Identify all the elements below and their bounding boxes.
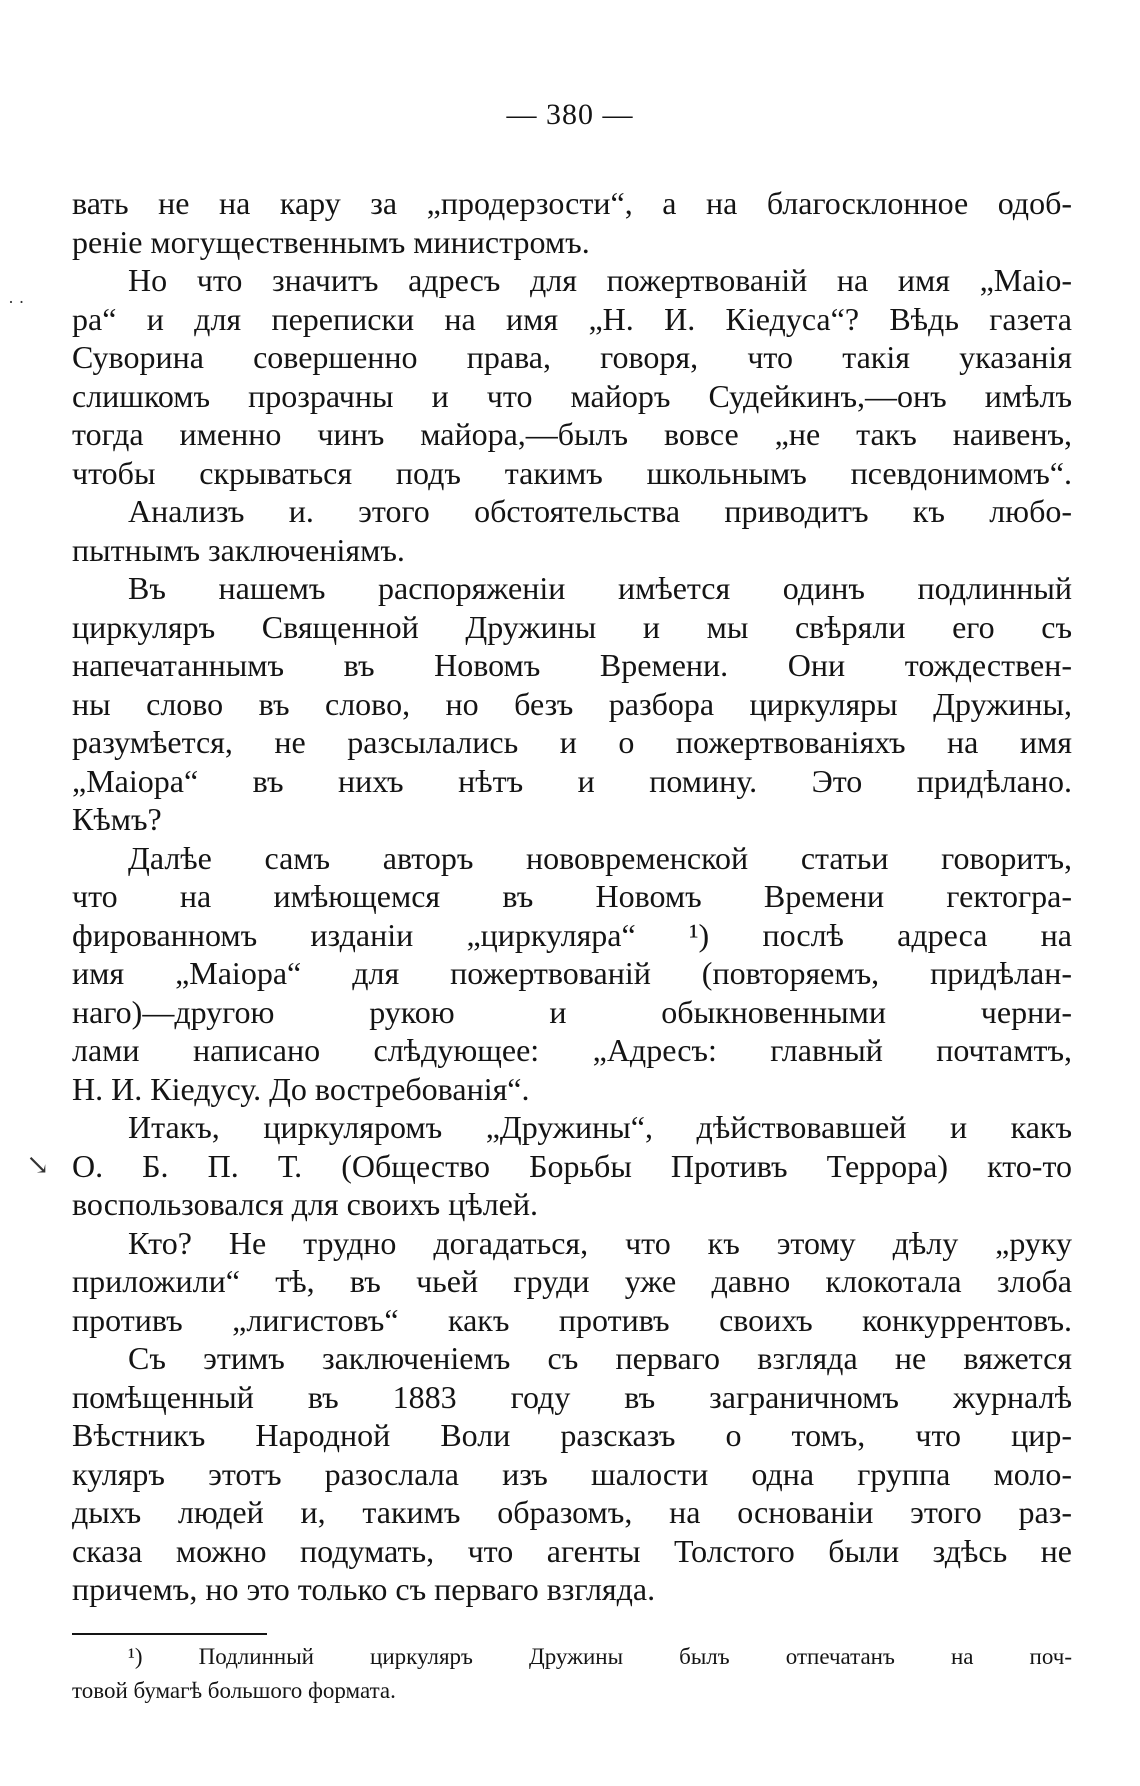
text-line: помѣщенный въ 1883 году въ заграничномъ журналѣ [72,1378,1072,1415]
text-line: О. Б. П. Т. (Общество Борьбы Противъ Террора) кто-то [72,1147,1072,1184]
text-line: лами написано слѣдующее: „Адресъ: главный почтамтъ, [72,1032,1072,1068]
text-line: реніе могущественнымъ министромъ. [72,223,590,260]
footnote-divider [72,1633,267,1635]
text-line: Итакъ, циркуляромъ „Дружины“, дѣйствовавшей и какъ [128,1109,1072,1145]
text-line: приложили“ тѣ, въ чьей груди уже давно клокотала злоба [72,1263,1072,1299]
body-text [72,184,1072,1609]
text-line: тогда именно чинъ майора,—былъ вовсе „не такъ наивенъ, [72,416,1072,452]
text-line: напечатаннымъ въ Новомъ Времени. Они тождествен- [72,647,1072,683]
footnote-line: товой бумагѣ большого формата. [72,1678,396,1703]
text-line: циркуляръ Священной Дружины и мы свѣряли его съ [72,608,1072,645]
text-line: слишкомъ прозрачны и что майоръ Судейкинъ,—онъ имѣлъ [72,377,1072,414]
page-number: — 380 — [506,98,634,131]
text-line: Въ нашемъ распоряженіи имѣется одинъ подлинный [128,570,1072,606]
margin-arrow-mark: ↘ [26,1150,50,1181]
text-line: Вѣстникъ Народной Воли разсказъ о томъ, что цир- [72,1417,1072,1453]
text-line: Н. И. Кіедусу. До востребованія“. [72,1070,530,1107]
text-line: вать не на кару за „продерзости“, а на благосклонное одоб- [72,185,1072,221]
text-line: разумѣется, не разсылались и о пожертвованіяхъ на имя [72,724,1072,760]
text-line: чтобы скрываться подъ такимъ школьнымъ псевдонимомъ“. [72,454,1072,491]
text-line: Далѣе самъ авторъ нововременской статьи говоритъ, [128,839,1072,876]
text-line: причемъ, но это только съ перваго взгляда. [72,1571,656,1607]
text-line: ны слово въ слово, но безъ разбора циркуляры Дружины, [72,685,1072,722]
text-line: куляръ этотъ разослала изъ шалости одна группа моло- [72,1455,1072,1492]
text-line: наго)—другою рукою и обыкновенными черни- [72,993,1072,1030]
text-line: Съ этимъ заключеніемъ съ перваго взгляда не вяжется [128,1340,1072,1376]
text-line: воспользовался для своихъ цѣлей. [72,1186,538,1222]
text-line: „Маіора“ въ нихъ нѣтъ и помину. Это придѣлано. [72,762,1072,799]
text-line: имя „Маіора“ для пожертвованій (повторяемъ, придѣлан- [72,955,1072,991]
text-line: дыхъ людей и, такимъ образомъ, на основаніи этого раз- [72,1494,1072,1530]
text-line: Анализъ и. этого обстоятельства приводитъ къ любо- [128,493,1072,529]
text-line: сказа можно подумать, что агенты Толстого были здѣсь не [72,1532,1072,1569]
text-line: что на имѣющемся въ Новомъ Времени гектогра- [72,878,1072,914]
text-line: ра“ и для переписки на имя „Н. И. Кіедуса“? Вѣдь газета [72,300,1072,337]
text-line: фированномъ изданіи „циркуляра“ ¹) послѣ адреса на [72,916,1072,953]
text-line: Суворина совершенно права, говоря, что такія указанія [72,339,1072,375]
text-line: Кѣмъ? [72,801,162,837]
text-line: Кто? Не трудно догадаться, что къ этому дѣлу „руку [128,1224,1072,1261]
footnote-line: ¹) Подлинный циркуляръ Дружины былъ отпечатанъ на поч- [128,1644,1072,1669]
text-line: пытнымъ заключеніямъ. [72,531,405,568]
text-line: противъ „лигистовъ“ какъ противъ своихъ конкуррентовъ. [72,1301,1072,1338]
margin-dots-mark: · · [8,292,25,312]
footnotes [72,1640,1072,1708]
text-line: Но что значитъ адресъ для пожертвованій на имя „Маіо- [128,262,1072,298]
